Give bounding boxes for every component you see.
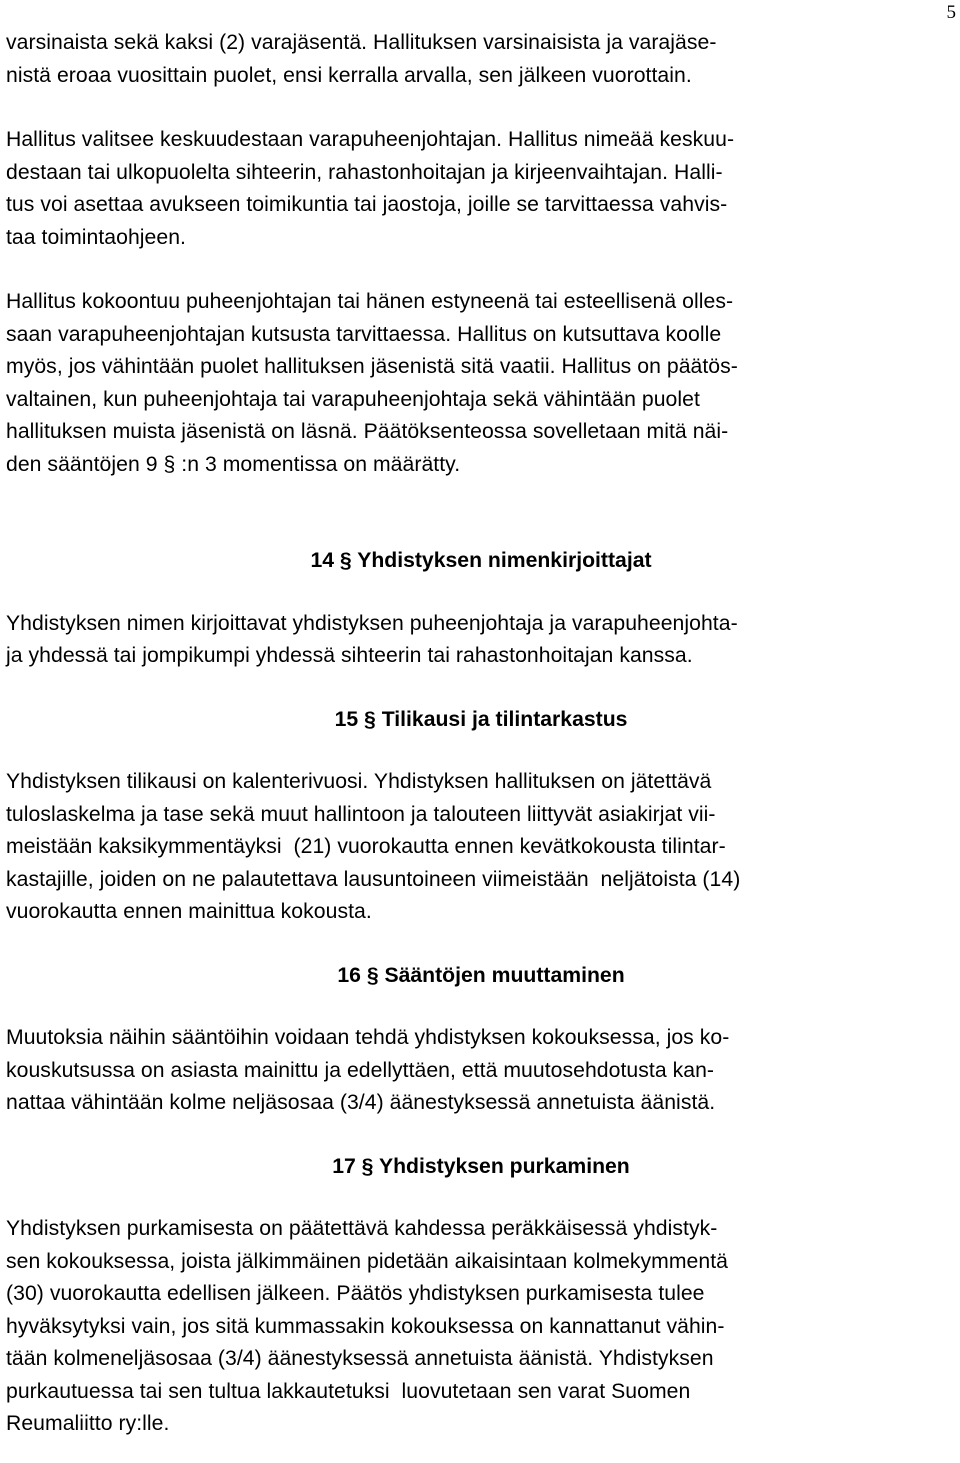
text-line: kouskutsussa on asiasta mainittu ja edellyttäen, että muutosehdotusta kan-	[6, 1058, 715, 1082]
document-body	[6, 27, 956, 1441]
text-line: (30) vuorokautta edellisen jälkeen. Päätös yhdistyksen purkamisesta tulee	[6, 1282, 705, 1305]
section-rule-changes	[6, 960, 956, 1120]
text-line: purkautuessa tai sen tultua lakkautetuksi luovutetaan sen varat Suomen	[6, 1379, 691, 1403]
section-signatories	[6, 545, 956, 673]
text-line: Reumaliitto ry:lle.	[6, 1412, 170, 1435]
text-line: Hallitus valitsee keskuudestaan varapuheenjohtajan. Hallitus nimeää keskuu-	[6, 128, 735, 151]
text-line: varsinaista sekä kaksi (2) varajäsentä. Hallituksen varsinaisista ja varajäse-	[6, 31, 717, 54]
text-line: myös, jos vähintään puolet hallituksen jäsenistä sitä vaatii. Hallitus on päätös-	[6, 355, 738, 378]
text-line: Yhdistyksen tilikausi on kalenterivuosi. Yhdistyksen hallituksen on jätettävä	[6, 770, 712, 793]
text-line: taa toimintaohjeen.	[6, 225, 186, 249]
text-line: den sääntöjen 9 § :n 3 momentissa on määrätty.	[6, 452, 461, 476]
section-heading: 16 § Sääntöjen muuttaminen	[337, 963, 625, 987]
text-line: Muutoksia näihin sääntöihin voidaan tehdä yhdistyksen kokouksessa, jos ko-	[6, 1026, 730, 1049]
text-line: tus voi asettaa avukseen toimikuntia tai jaostoja, joille se tarvittaessa vahvis-	[6, 193, 728, 216]
section-heading: 14 § Yhdistyksen nimenkirjoittajat	[310, 549, 652, 572]
text-line: tuloslaskelma ja tase sekä muut hallintoon ja talouteen liittyvät asiakirjat vii-	[6, 802, 716, 826]
text-line: saan varapuheenjohtajan kutsusta tarvittaessa. Hallitus on kutsuttava koolle	[6, 322, 722, 346]
text-line: vuorokautta ennen mainittua kokousta.	[6, 900, 372, 923]
text-line: sen kokouksessa, joista jälkimmäinen pidetään aikaisintaan kolmekymmentä	[6, 1249, 728, 1273]
paragraph-board-members	[6, 27, 956, 92]
text-line: kastajille, joiden on ne palautettava lausuntoineen viimeistään neljätoista (14)	[6, 867, 741, 891]
section-financial-period	[6, 704, 956, 929]
text-line: hyväksytyksi vain, jos sitä kummassakin kokouksessa on kannattanut vähin-	[6, 1314, 725, 1338]
section-heading: 15 § Tilikausi ja tilintarkastus	[334, 707, 628, 731]
text-line: hallituksen muista jäsenistä on läsnä. Päätöksenteossa sovelletaan mitä näi-	[6, 420, 729, 443]
section-heading: 17 § Yhdistyksen purkaminen	[332, 1154, 630, 1178]
text-line: tään kolmeneljäsosaa (3/4) äänestyksessä annetuista äänistä. Yhdistyksen	[6, 1347, 714, 1370]
text-line: nattaa vähintään kolme neljäsosaa (3/4) äänestyksessä annetuista äänistä.	[6, 1091, 716, 1114]
text-line: ja yhdessä tai jompikumpi yhdessä sihteerin tai rahastonhoitajan kanssa.	[6, 644, 693, 667]
text-line: destaan tai ulkopuolelta sihteerin, rahastonhoitajan ja kirjeenvaihtajan. Halli-	[6, 160, 723, 184]
text-line: valtainen, kun puheenjohtaja tai varapuheenjohtaja sekä vähintään puolet	[6, 387, 700, 411]
text-line: Yhdistyksen purkamisesta on päätettävä kahdessa peräkkäisessä yhdistyk-	[6, 1217, 718, 1240]
text-line: nistä eroaa vuosittain puolet, ensi kerralla arvalla, sen jälkeen vuorottain.	[6, 63, 692, 87]
paragraph-board-meetings	[6, 286, 956, 481]
text-line: Hallitus kokoontuu puheenjohtajan tai hänen estyneenä tai esteellisenä olles-	[6, 290, 734, 313]
section-dissolution	[6, 1151, 956, 1441]
text-line: meistään kaksikymmentäyksi (21) vuorokautta ennen kevätkokousta tilintar-	[6, 835, 726, 858]
page-number: 5	[946, 2, 956, 23]
text-line: Yhdistyksen nimen kirjoittavat yhdistyksen puheenjohtaja ja varapuheenjohta-	[6, 611, 738, 635]
paragraph-board-officers	[6, 124, 956, 254]
